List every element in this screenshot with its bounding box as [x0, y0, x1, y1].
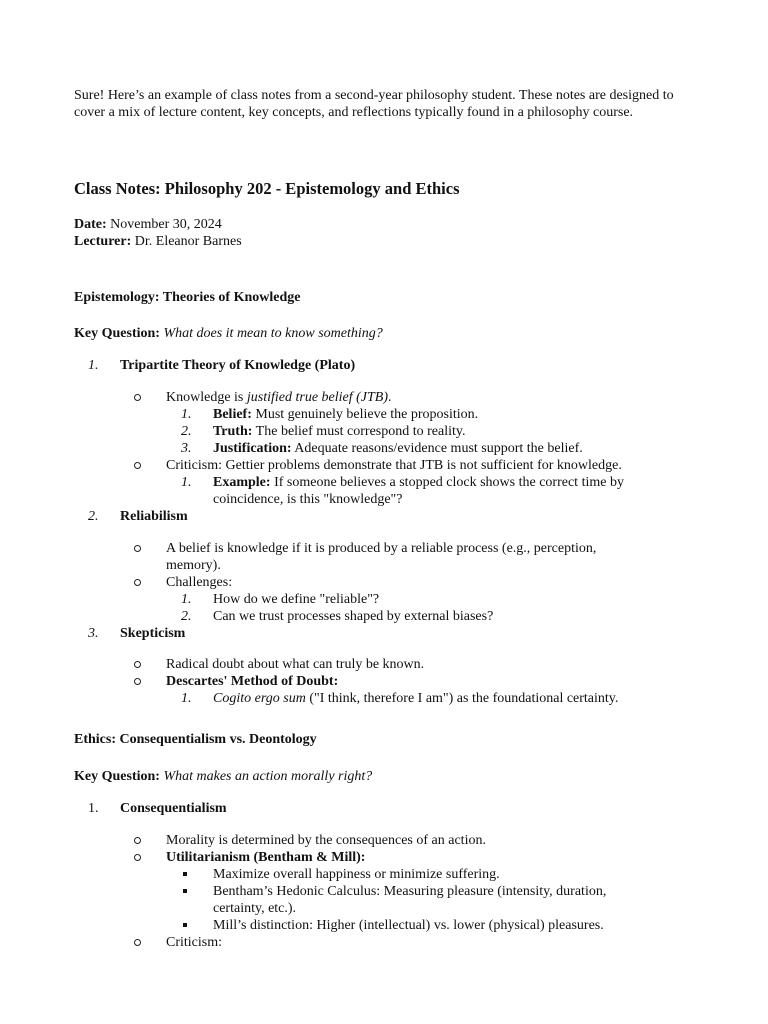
list-item: Knowledge is justified true belief (JTB).	[166, 390, 392, 405]
subsection-title-skepticism: Skepticism	[120, 626, 186, 641]
list-item: Morality is determined by the consequences of an action.	[166, 833, 486, 848]
list-number: 1.	[181, 592, 192, 607]
list-item: Radical doubt about what can truly be known.	[166, 657, 425, 672]
lecturer-line	[74, 233, 242, 250]
list-number: 3.	[88, 626, 99, 641]
list-number: 1.	[181, 407, 192, 422]
list-item: A belief is knowledge if it is produced by a reliable process (e.g., perception,	[166, 541, 597, 556]
circle-bullet	[134, 837, 141, 844]
list-item: Example: If someone believes a stopped clock shows the correct time by	[213, 475, 624, 490]
date-label: Date:	[74, 217, 107, 232]
key-question-epistemology	[74, 325, 383, 342]
list-number: 1.	[181, 691, 192, 706]
date-line	[74, 216, 222, 233]
list-item: How do we define "reliable"?	[213, 592, 380, 607]
circle-bullet	[134, 462, 141, 469]
key-question-label: Key Question:	[74, 326, 160, 341]
list-item: Utilitarianism (Bentham & Mill):	[166, 850, 366, 865]
square-bullet	[183, 872, 187, 876]
list-item: Bentham’s Hedonic Calculus: Measuring pleasure (intensity, duration,	[213, 884, 607, 899]
circle-bullet	[134, 545, 141, 552]
circle-bullet	[134, 678, 141, 685]
list-number: 2.	[88, 509, 99, 524]
date-value: November 30, 2024	[110, 217, 222, 232]
subsection-title-reliabilism: Reliabilism	[120, 509, 188, 524]
square-bullet	[183, 923, 187, 927]
list-item: Maximize overall happiness or minimize suffering.	[213, 867, 500, 882]
intro-paragraph: Sure! Here’s an example of class notes from a second-year philosophy student. These notes are designed to cover a mix of lecture content, key concepts, and reflections typically found in a philosophy course.	[74, 88, 674, 120]
circle-bullet	[134, 939, 141, 946]
subsection-title-consequentialism: Consequentialism	[120, 801, 227, 816]
square-bullet	[183, 889, 187, 893]
list-number: 3.	[181, 441, 192, 456]
list-item: Belief: Must genuinely believe the proposition.	[213, 407, 479, 422]
list-item: Truth: The belief must correspond to reality.	[213, 424, 466, 439]
circle-bullet	[134, 579, 141, 586]
list-item-continuation: coincidence, is this "knowledge"?	[213, 492, 403, 507]
lecturer-value: Dr. Eleanor Barnes	[134, 234, 242, 249]
list-item: Challenges:	[166, 575, 233, 590]
key-question-ethics	[74, 768, 372, 785]
list-item: Justification: Adequate reasons/evidence must support the belief.	[213, 441, 583, 456]
circle-bullet	[134, 394, 141, 401]
circle-bullet	[134, 661, 141, 668]
list-number: 1.	[88, 358, 99, 373]
list-item: Criticism:	[166, 935, 222, 950]
section-heading-ethics: Ethics: Consequentialism vs. Deontology	[74, 732, 317, 747]
subsection-title-tripartite: Tripartite Theory of Knowledge (Plato)	[120, 358, 356, 373]
key-question-label: Key Question:	[74, 769, 160, 784]
list-item: Criticism: Gettier problems demonstrate that JTB is not sufficient for knowledge.	[166, 458, 622, 473]
lecturer-label: Lecturer:	[74, 234, 132, 249]
list-item: Mill’s distinction: Higher (intellectual) vs. lower (physical) pleasures.	[213, 918, 604, 933]
list-number: 1.	[88, 801, 99, 816]
circle-bullet	[134, 854, 141, 861]
list-item: Can we trust processes shaped by external biases?	[213, 609, 494, 624]
page-title: Class Notes: Philosophy 202 - Epistemology and Ethics	[74, 179, 460, 198]
list-number: 2.	[181, 424, 192, 439]
key-question-text: What does it mean to know something?	[163, 326, 383, 341]
list-number: 1.	[181, 475, 192, 490]
list-item: Cogito ergo sum ("I think, therefore I am") as the foundational certainty.	[213, 691, 619, 706]
list-number: 2.	[181, 609, 192, 624]
list-item-continuation: certainty, etc.).	[213, 901, 297, 916]
section-heading-epistemology: Epistemology: Theories of Knowledge	[74, 290, 301, 305]
key-question-text: What makes an action morally right?	[163, 769, 373, 784]
list-item-continuation: memory).	[166, 558, 221, 573]
list-item: Descartes' Method of Doubt:	[166, 674, 339, 689]
